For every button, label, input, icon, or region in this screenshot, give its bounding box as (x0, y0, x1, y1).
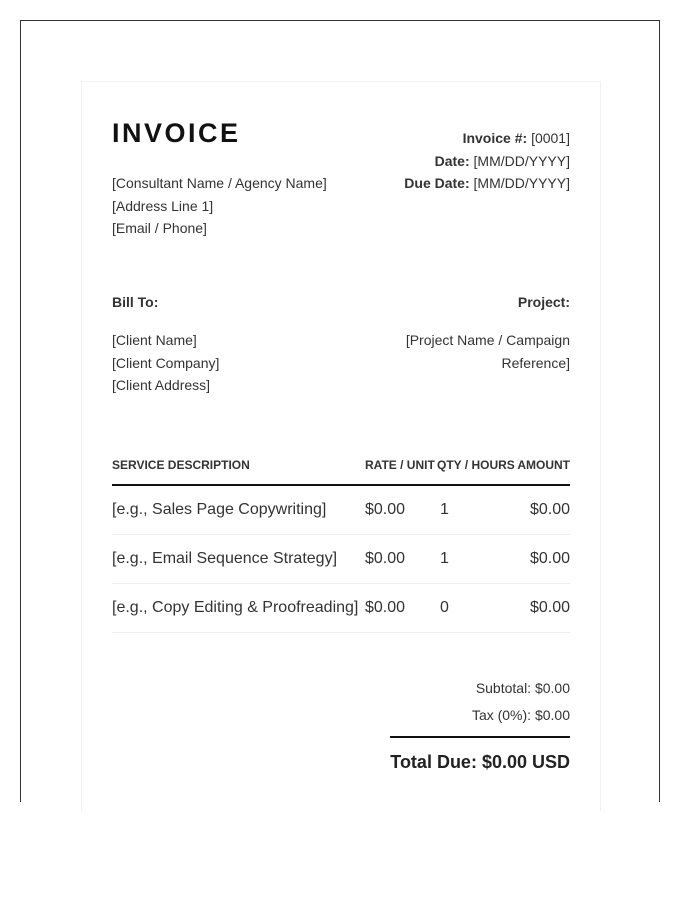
sender-name: [Consultant Name / Agency Name] (112, 175, 327, 191)
table-row (112, 535, 570, 584)
row-amount: $0.00 (517, 485, 570, 535)
header-service-description: SERVICE DESCRIPTION (112, 452, 365, 485)
sender-details (112, 172, 327, 240)
table-row (112, 584, 570, 633)
due-date-value: [MM/DD/YYYY] (473, 175, 570, 191)
table-row (112, 485, 570, 535)
row-rate: $0.00 (365, 535, 437, 584)
row-rate: $0.00 (365, 485, 437, 535)
due-date-label: Due Date: (404, 175, 470, 191)
invoice-number-value: [0001] (531, 130, 570, 146)
row-amount: $0.00 (517, 535, 570, 584)
tax: Tax (0%): $0.00 (471, 707, 570, 723)
row-description: [e.g., Sales Page Copywriting] (112, 485, 365, 535)
total-due: Total Due: $0.00 USD (390, 752, 570, 772)
due-date-row (404, 172, 570, 195)
invoice-number-label: Invoice #: (462, 130, 528, 146)
client-name: [Client Name] (112, 332, 197, 348)
row-qty: 1 (437, 535, 517, 584)
subtotal: Subtotal: $0.00 (475, 680, 570, 696)
invoice-date-row (404, 150, 570, 173)
invoice-date-value: [MM/DD/YYYY] (473, 152, 570, 169)
project-value: [Project Name / Campaign Reference] (405, 332, 570, 371)
row-amount: $0.00 (517, 584, 570, 633)
total-divider (390, 736, 570, 738)
header-amount: AMOUNT (517, 452, 570, 485)
table-header-row (112, 452, 570, 485)
totals-block (472, 675, 570, 729)
row-qty: 1 (437, 485, 517, 535)
client-company: [Client Company] (112, 354, 220, 371)
sender-address: [Address Line 1] (112, 197, 214, 214)
bill-to-label: Bill To: (112, 294, 159, 310)
invoice-date-label: Date: (434, 152, 470, 169)
header-qty-hours: QTY / HOURS (437, 452, 517, 485)
bill-to-details (112, 329, 219, 397)
row-description: [e.g., Email Sequence Strategy] (112, 535, 365, 584)
line-items-table (112, 452, 570, 633)
row-qty: 0 (437, 584, 517, 633)
sender-contact: [Email / Phone] (112, 220, 207, 236)
invoice-meta (404, 127, 570, 195)
client-address: [Client Address] (112, 377, 211, 393)
project-label: Project: (517, 294, 570, 310)
row-description: [e.g., Copy Editing & Proofreading] (112, 584, 365, 633)
header-rate-unit: RATE / UNIT (365, 452, 437, 485)
row-rate: $0.00 (365, 584, 437, 633)
invoice-number-row (404, 127, 570, 150)
invoice-title: INVOICE (112, 118, 241, 148)
